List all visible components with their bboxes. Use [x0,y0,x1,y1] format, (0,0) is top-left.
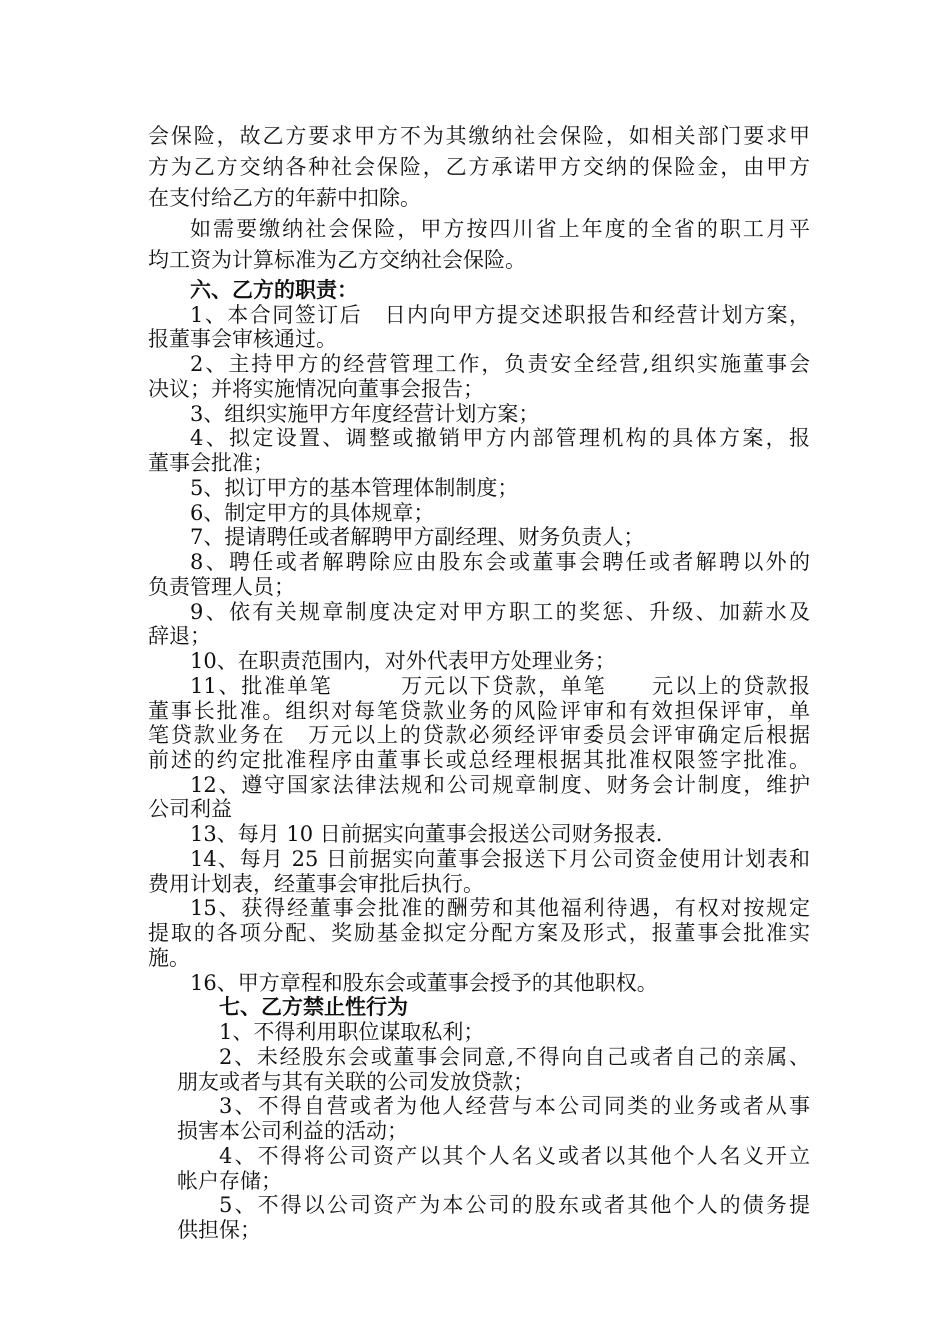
paragraph-line: 费用计划表，经董事会审批后执行。 [148,872,484,896]
paragraph-line: 2、主持甲方的经营管理工作，负责安全经营,组织实施董事会 [190,352,810,376]
paragraph-line: 4、拟定设置、调整或撤销甲方内部管理机构的具体方案，报 [190,426,810,450]
paragraph-line: 提取的各项分配、奖励基金拟定分配方案及形式，报董事会批准实 [148,921,810,945]
paragraph-line: 1、本合同签订后 日内向甲方提交述职报告和经营计划方案， [190,303,810,327]
paragraph-line: 笔贷款业务在 万元以上的贷款必须经评审委员会评审确定后根据 [148,723,810,747]
paragraph-line: 帐户存储； [177,1169,282,1193]
paragraph-line: 董事长批准。组织对每笔贷款业务的风险评审和有效担保评审，单 [148,699,810,723]
paragraph-line: 2、未经股东会或董事会同意,不得向自己或者自己的亲属、 [219,1045,810,1069]
section-heading: 七、乙方禁止性行为 [219,995,408,1019]
paragraph-line: 8、聘任或者解聘除应由股东会或董事会聘任或者解聘以外的 [190,550,810,574]
section-heading: 六、乙方的职责： [190,278,358,302]
paragraph-line: 3、组织实施甲方年度经营计划方案； [190,402,540,426]
paragraph-line: 15、获得经董事会批准的酬劳和其他福利待遇，有权对按规定 [190,896,810,920]
paragraph-line: 5、不得以公司资产为本公司的股东或者其他个人的债务提 [219,1193,810,1217]
paragraph-line: 7、提请聘任或者解聘甲方副经理、财务负责人； [190,525,645,549]
paragraph-line: 12、遵守国家法律法规和公司规章制度、财务会计制度，维护 [190,773,810,797]
paragraph-line: 朋友或者与其有关联的公司发放贷款； [177,1070,534,1094]
paragraph-line: 损害本公司利益的活动； [177,1119,408,1143]
paragraph-line: 11、批准单笔 万元以下贷款，单笔 元以上的贷款报 [190,674,810,698]
paragraph-line: 辞退； [148,624,211,648]
paragraph-line: 13、每月 10 日前据实向董事会报送公司财务报表. [190,822,663,846]
paragraph-line: 6、制定甲方的具体规章； [190,501,435,525]
paragraph-line: 前述的约定批准程序由董事长或总经理根据其批准权限签字批准。 [148,748,810,772]
paragraph-line: 9、依有关规章制度决定对甲方职工的奖惩、升级、加薪水及 [190,600,810,624]
paragraph-line: 10、在职责范围内，对外代表甲方处理业务； [190,649,616,673]
paragraph-line: 16、甲方章程和股东会或董事会授予的其他职权。 [190,971,658,995]
paragraph-line: 公司利益 [148,797,232,821]
paragraph-line: 决议；并将实施情况向董事会报告； [148,377,484,401]
paragraph-line: 5、拟订甲方的基本管理体制制度； [190,476,519,500]
paragraph-line: 方为乙方交纳各种社会保险，乙方承诺甲方交纳的保险金，由甲方 [148,155,810,179]
paragraph-line: 董事会批准； [148,451,274,475]
paragraph-line: 在支付给乙方的年薪中扣除。 [148,186,421,210]
paragraph-line: 负责管理人员； [148,575,295,599]
paragraph-line: 均工资为计算标准为乙方交纳社会保险。 [148,248,526,272]
paragraph-line: 3、不得自营或者为他人经营与本公司同类的业务或者从事 [219,1094,810,1118]
paragraph-line: 如需要缴纳社会保险，甲方按四川省上年度的全省的职工月平 [190,217,810,241]
paragraph-line: 4、不得将公司资产以其个人名义或者以其他个人名义开立 [219,1144,810,1168]
paragraph-line: 供担保； [177,1218,261,1242]
paragraph-line: 报董事会审核通过。 [148,327,337,351]
paragraph-line: 1、不得利用职位谋取私利； [219,1020,485,1044]
paragraph-line: 会保险，故乙方要求甲方不为其缴纳社会保险，如相关部门要求甲 [148,124,810,148]
paragraph-line: 施。 [148,946,190,970]
paragraph-line: 14、每月 25 日前据实向董事会报送下月公司资金使用计划表和 [190,847,810,871]
